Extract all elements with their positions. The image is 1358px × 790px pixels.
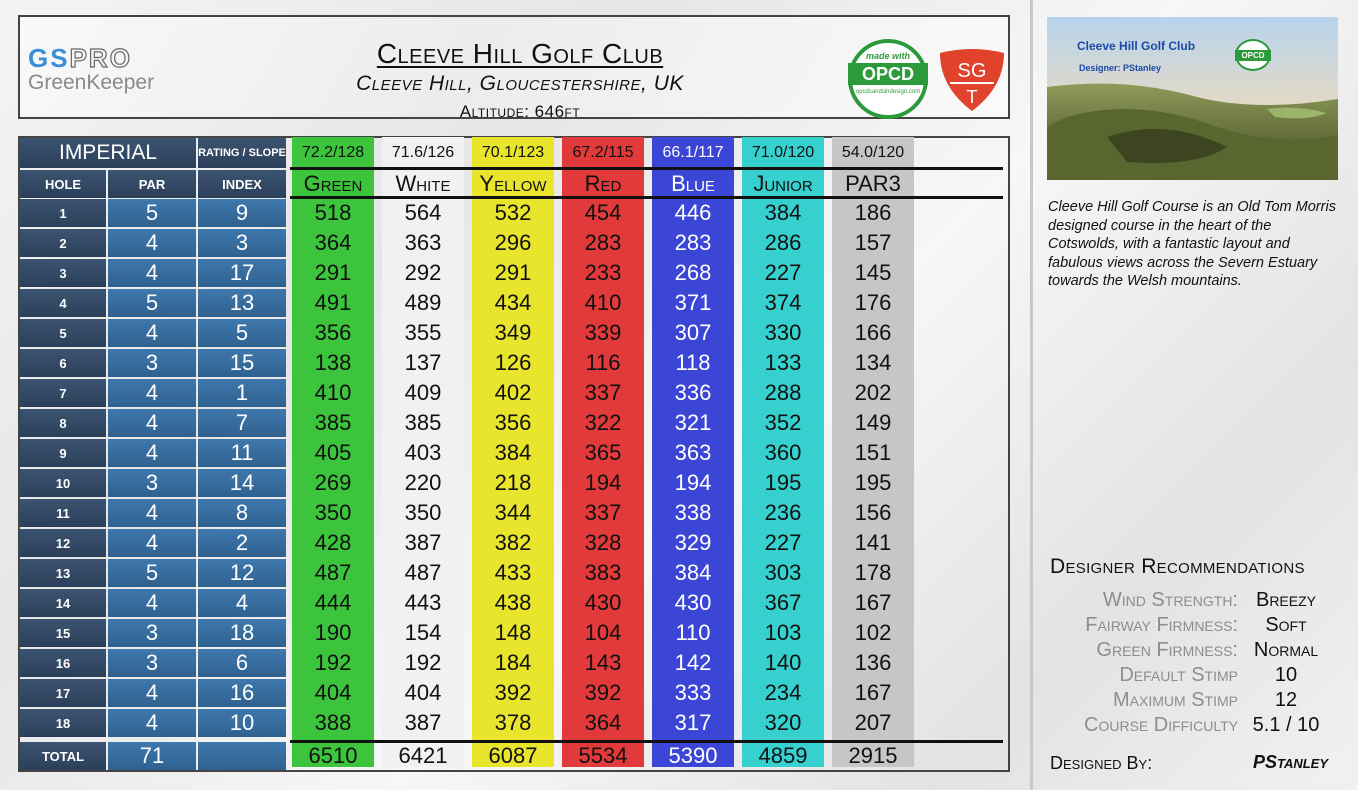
tee-yardage: 157 — [854, 230, 892, 255]
tee-total-yardage: 5390 — [668, 743, 718, 768]
tee-yardage: 202 — [854, 380, 892, 405]
hole-number: 8 — [20, 409, 106, 437]
tee-yardage: 564 — [404, 200, 442, 225]
hole-number: 17 — [20, 679, 106, 707]
tee-yardage: 268 — [674, 260, 712, 285]
tee-yardage: 151 — [854, 440, 892, 465]
hole-number: 15 — [20, 619, 106, 647]
tee-yardage: 104 — [584, 620, 622, 645]
tee-yardage: 385 — [314, 410, 352, 435]
tee-yardage: 291 — [494, 260, 532, 285]
tee-yardage: 167 — [854, 590, 892, 615]
tee-yardage: 487 — [314, 560, 352, 585]
tee-yardage: 443 — [404, 590, 442, 615]
tee-yardage: 143 — [584, 650, 622, 675]
tee-yardage: 166 — [854, 320, 892, 345]
tee-yardage: 356 — [314, 320, 352, 345]
tee-yardage: 352 — [764, 410, 802, 435]
preview-opcd-seal — [1235, 39, 1271, 71]
par-value: 5 — [108, 289, 196, 317]
tee-yardage: 291 — [314, 260, 352, 285]
scorecard-rule-line — [290, 167, 1003, 170]
hole-number: 1 — [20, 199, 106, 227]
tee-yardage: 363 — [674, 440, 712, 465]
course-preview-image — [1047, 17, 1338, 180]
tee-yardage: 384 — [764, 200, 802, 225]
tee-rating-slope: 71.6/126 — [382, 140, 464, 166]
tee-yardage: 404 — [404, 680, 442, 705]
total-par: 71 — [108, 742, 196, 770]
recommendation-value: Soft — [1265, 614, 1307, 636]
tee-yardage: 329 — [674, 530, 712, 555]
tee-total-yardage: 5534 — [578, 743, 628, 768]
hole-number: 14 — [20, 589, 106, 617]
recommendation-value: 5.1 / 10 — [1252, 714, 1320, 736]
par-value: 4 — [108, 259, 196, 287]
tee-yardage: 392 — [494, 680, 532, 705]
course-header — [18, 15, 1010, 119]
tee-yardage: 518 — [314, 200, 352, 225]
tee-name: PAR3 — [845, 171, 901, 196]
hole-number: 6 — [20, 349, 106, 377]
tee-yardage: 433 — [494, 560, 532, 585]
tee-yardage: 322 — [584, 410, 622, 435]
opcd-url: opcdsandsindesign.com — [855, 89, 921, 95]
tee-rating-slope: 66.1/117 — [652, 140, 734, 166]
tee-total-yardage: 6510 — [308, 743, 358, 768]
tee-yardage: 234 — [764, 680, 802, 705]
opcd-label: OPCD — [848, 63, 928, 85]
sgt-top-text: SG — [957, 60, 987, 82]
index-value: 15 — [198, 349, 286, 377]
par-value: 4 — [108, 439, 196, 467]
recommendation-label: Maximum Stimp — [1113, 689, 1238, 711]
par-value: 4 — [108, 379, 196, 407]
tee-yardage: 207 — [854, 710, 892, 735]
tee-yardage: 337 — [584, 380, 622, 405]
gspro-greenkeeper-logo — [28, 45, 198, 95]
tee-yardage: 286 — [764, 230, 802, 255]
recommendation-value: Breezy — [1255, 589, 1316, 611]
tee-yardage: 133 — [764, 350, 802, 375]
tee-total-yardage: 2915 — [848, 743, 898, 768]
tee-yardage: 438 — [494, 590, 532, 615]
tee-yardage: 136 — [854, 650, 892, 675]
scorecard-rule-line — [290, 740, 1003, 743]
par-value: 3 — [108, 619, 196, 647]
par-value: 5 — [108, 199, 196, 227]
index-value: 13 — [198, 289, 286, 317]
par-value: 5 — [108, 559, 196, 587]
tee-yardage: 392 — [584, 680, 622, 705]
tee-yardage: 383 — [584, 560, 622, 585]
tee-yardage: 430 — [584, 590, 622, 615]
tee-yardage: 374 — [764, 290, 802, 315]
tee-yardage: 337 — [584, 500, 622, 525]
panel-divider — [1030, 0, 1033, 790]
tee-yardage: 385 — [404, 410, 442, 435]
tee-yardage: 387 — [404, 710, 442, 735]
tee-yardage: 134 — [854, 350, 892, 375]
preview-designer: Designer: PStanley — [1079, 63, 1162, 73]
index-value: 11 — [198, 439, 286, 467]
tee-total-yardage: 6421 — [398, 743, 448, 768]
par-value: 4 — [108, 319, 196, 347]
tee-yardage: 186 — [854, 200, 892, 225]
rating-slope-label: RATING / SLOPE — [198, 138, 286, 168]
tee-yardage: 102 — [854, 620, 892, 645]
tee-yardage: 288 — [764, 380, 802, 405]
tee-yardage: 192 — [314, 650, 352, 675]
designed-by-value: PStanley — [1252, 752, 1328, 772]
par-value: 4 — [108, 709, 196, 737]
tee-yardage: 434 — [494, 290, 532, 315]
recommendation-label: Wind Strength: — [1102, 589, 1238, 611]
index-value: 14 — [198, 469, 286, 497]
tee-yardage: 178 — [854, 560, 892, 585]
par-value: 3 — [108, 649, 196, 677]
tee-yardage: 355 — [404, 320, 442, 345]
tee-name: Blue — [671, 171, 715, 196]
tee-rating-slope: 54.0/120 — [832, 140, 914, 166]
tee-yardage: 110 — [675, 620, 711, 645]
tee-yardage: 356 — [494, 410, 532, 435]
tee-name: Green — [303, 171, 363, 196]
recommendations-title: Designer Recommendations — [1050, 555, 1305, 578]
tee-yardage: 491 — [314, 290, 352, 315]
tee-yardage: 333 — [674, 680, 712, 705]
tee-yardage: 184 — [494, 650, 532, 675]
tee-yardage: 195 — [764, 470, 802, 495]
tee-yardage: 142 — [674, 650, 712, 675]
tee-yardage: 446 — [674, 200, 712, 225]
tee-yardage: 195 — [854, 470, 892, 495]
index-value: 10 — [198, 709, 286, 737]
tee-yardage: 387 — [404, 530, 442, 555]
preview-course-title: Cleeve Hill Golf Club — [1077, 39, 1196, 53]
sgt-bottom-text: T — [966, 87, 978, 107]
tee-yardage: 489 — [404, 290, 442, 315]
par-value: 4 — [108, 499, 196, 527]
recommendation-label: Fairway Firmness: — [1085, 614, 1238, 636]
altitude: Altitude: 646ft — [459, 102, 581, 121]
tee-yardage: 367 — [764, 590, 802, 615]
recommendation-value: 12 — [1274, 689, 1298, 711]
preview-opcd-label: OPCD — [1235, 50, 1271, 61]
tee-yardage: 283 — [674, 230, 712, 255]
tee-yardage: 402 — [494, 380, 532, 405]
tee-yardage: 307 — [674, 320, 712, 345]
tee-yardage: 382 — [494, 530, 532, 555]
tee-yardage: 338 — [674, 500, 712, 525]
tee-yardage: 126 — [494, 350, 532, 375]
tee-yardage: 292 — [404, 260, 442, 285]
total-index-blank — [198, 742, 286, 770]
recommendation-label: Course Difficulty — [1084, 714, 1238, 736]
hole-number: 11 — [20, 499, 106, 527]
system-label: IMPERIAL — [20, 138, 196, 168]
opcd-seal-logo — [848, 39, 928, 119]
index-value: 6 — [198, 649, 286, 677]
tee-yardage: 320 — [764, 710, 802, 735]
tee-name: Yellow — [479, 171, 547, 196]
tee-yardage: 194 — [584, 470, 622, 495]
tee-yardage: 339 — [584, 320, 622, 345]
tee-yardage: 487 — [404, 560, 442, 585]
tee-yardage: 176 — [854, 290, 892, 315]
tee-yardage: 145 — [854, 260, 892, 285]
tee-yardage: 405 — [314, 440, 352, 465]
index-header: INDEX — [198, 170, 286, 198]
tee-yardage: 303 — [764, 560, 802, 585]
opcd-made-with: made with — [865, 51, 910, 61]
tee-yardage: 140 — [764, 650, 802, 675]
tee-yardage: 410 — [584, 290, 622, 315]
index-value: 8 — [198, 499, 286, 527]
tee-yardage: 227 — [764, 260, 802, 285]
club-location: Cleeve Hill, Gloucestershire, UK — [356, 72, 684, 95]
tee-rating-slope: 71.0/120 — [742, 140, 824, 166]
tee-yardage: 138 — [314, 350, 352, 375]
tee-yardage: 156 — [854, 500, 892, 525]
hole-number: 3 — [20, 259, 106, 287]
tee-yardage: 103 — [764, 620, 802, 645]
tee-yardage: 532 — [494, 200, 532, 225]
par-header: PAR — [108, 170, 196, 198]
index-value: 1 — [198, 379, 286, 407]
tee-yardage: 336 — [674, 380, 712, 405]
hole-number: 13 — [20, 559, 106, 587]
par-value: 4 — [108, 589, 196, 617]
index-value: 17 — [198, 259, 286, 287]
tee-yardage: 384 — [494, 440, 532, 465]
tee-yardage: 148 — [494, 620, 532, 645]
tee-total-yardage: 6087 — [488, 743, 538, 768]
tee-yardage: 430 — [674, 590, 712, 615]
tee-yardage: 360 — [764, 440, 802, 465]
sgt-shield-logo — [936, 47, 1008, 113]
tee-rating-slope: 67.2/115 — [562, 140, 644, 166]
tee-name: Junior — [753, 171, 813, 196]
tee-rating-slope: 72.2/128 — [292, 140, 374, 166]
course-titles — [320, 37, 720, 124]
tee-yardage: 190 — [314, 620, 352, 645]
tee-yardage: 321 — [674, 410, 712, 435]
greenkeeper-wordmark: GreenKeeper — [28, 71, 155, 94]
tee-yardage: 388 — [314, 710, 352, 735]
tee-yardage: 454 — [584, 200, 622, 225]
index-value: 3 — [198, 229, 286, 257]
tee-yardage: 330 — [764, 320, 802, 345]
tee-yardage: 371 — [674, 290, 712, 315]
par-value: 4 — [108, 529, 196, 557]
gspro-wordmark — [28, 45, 198, 71]
hole-number: 4 — [20, 289, 106, 317]
hole-number: 7 — [20, 379, 106, 407]
tee-yardage: 364 — [584, 710, 622, 735]
tee-yardage: 227 — [764, 530, 802, 555]
club-name: Cleeve Hill Golf Club — [376, 38, 664, 69]
tee-yardage: 317 — [674, 710, 712, 735]
recommendation-value: Normal — [1253, 639, 1319, 661]
tee-yardage: 192 — [404, 650, 442, 675]
tee-yardage: 328 — [584, 530, 622, 555]
index-value: 16 — [198, 679, 286, 707]
par-value: 3 — [108, 349, 196, 377]
hole-number: 9 — [20, 439, 106, 467]
tee-name: White — [395, 171, 451, 196]
tee-yardage: 233 — [584, 260, 622, 285]
recommendation-value: 10 — [1274, 664, 1298, 686]
hole-number: 10 — [20, 469, 106, 497]
designed-by-label: Designed By: — [1050, 753, 1153, 773]
gspro-gs-text: GS — [28, 43, 70, 73]
index-value: 4 — [198, 589, 286, 617]
recommendation-label: Default Stimp — [1119, 664, 1238, 686]
tee-yardage: 194 — [674, 470, 712, 495]
par-value: 4 — [108, 229, 196, 257]
tee-rating-slope: 70.1/123 — [472, 140, 554, 166]
total-label: TOTAL — [20, 742, 106, 770]
tee-yardage: 365 — [584, 440, 622, 465]
tee-total-yardage: 4859 — [758, 743, 808, 768]
index-value: 9 — [198, 199, 286, 227]
course-description: Cleeve Hill Golf Course is an Old Tom Morris designed course in the heart of the Cotswolds, with a fantastic layout and fabulous views across the Severn Estuary towards the Welsh mountains. — [1048, 199, 1336, 289]
index-value: 12 — [198, 559, 286, 587]
tee-yardage: 409 — [404, 380, 442, 405]
tee-yardage: 410 — [314, 380, 352, 405]
tee-yardage: 350 — [314, 500, 352, 525]
tee-yardage: 444 — [314, 590, 352, 615]
tee-yardage: 167 — [854, 680, 892, 705]
tee-yardage: 428 — [314, 530, 352, 555]
index-value: 7 — [198, 409, 286, 437]
par-value: 3 — [108, 469, 196, 497]
tee-yardage: 404 — [314, 680, 352, 705]
hole-number: 12 — [20, 529, 106, 557]
tee-yardage: 236 — [764, 500, 802, 525]
gspro-pro-text: PRO — [69, 43, 132, 73]
hole-number: 2 — [20, 229, 106, 257]
hole-number: 18 — [20, 709, 106, 737]
tee-yardage: 296 — [494, 230, 532, 255]
tee-yardage: 363 — [404, 230, 442, 255]
index-value: 2 — [198, 529, 286, 557]
tee-yardage: 141 — [854, 530, 892, 555]
tee-yardage: 154 — [404, 620, 442, 645]
recommendation-label: Green Firmness: — [1096, 639, 1238, 661]
tee-yardage: 118 — [675, 350, 711, 375]
tee-yardage: 344 — [494, 500, 532, 525]
scorecard-rule-line — [290, 196, 1003, 199]
tee-yardage: 116 — [585, 350, 621, 375]
tee-yardage: 403 — [404, 440, 442, 465]
index-value: 18 — [198, 619, 286, 647]
index-value: 5 — [198, 319, 286, 347]
tee-yardage: 137 — [404, 350, 442, 375]
tee-yardage: 149 — [854, 410, 892, 435]
tee-yardage: 269 — [314, 470, 352, 495]
tee-yardage: 283 — [584, 230, 622, 255]
tee-yardage: 350 — [404, 500, 442, 525]
tee-yardage: 220 — [404, 470, 442, 495]
tee-yardage: 384 — [674, 560, 712, 585]
tee-yardage: 364 — [314, 230, 352, 255]
hole-number: 5 — [20, 319, 106, 347]
hole-number: 16 — [20, 649, 106, 677]
par-value: 4 — [108, 409, 196, 437]
tee-yardage: 218 — [494, 470, 532, 495]
par-value: 4 — [108, 679, 196, 707]
hole-header: HOLE — [20, 170, 106, 198]
tee-name: Red — [584, 171, 622, 196]
tee-yardage: 378 — [494, 710, 532, 735]
tee-yardage: 349 — [494, 320, 532, 345]
